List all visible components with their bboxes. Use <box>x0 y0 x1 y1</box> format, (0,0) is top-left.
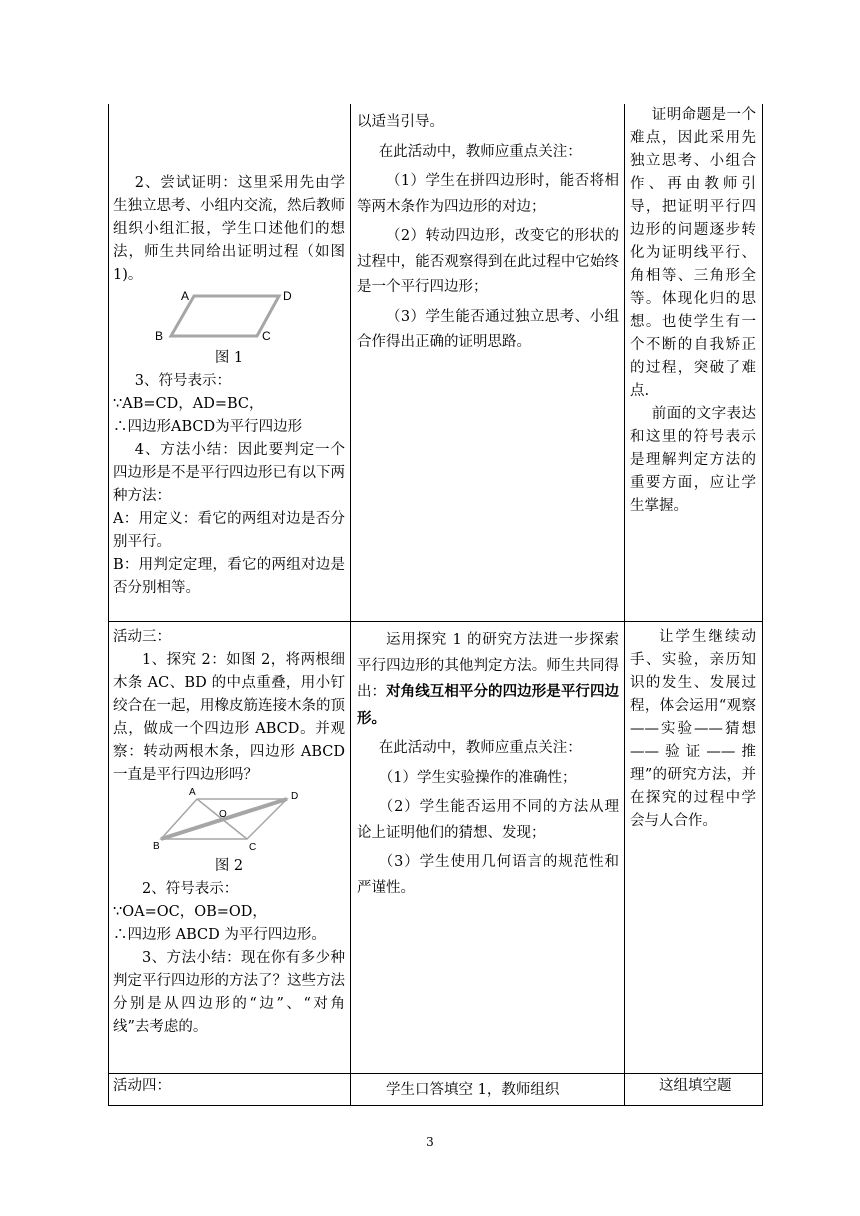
figure-2-label-c: C <box>249 842 257 853</box>
row2-col1 <box>113 626 345 1039</box>
row1-col1-p4: ∴四边形ABCD为平行四边形 <box>113 419 303 435</box>
row2-col2-theorem: 对角线互相平分的四边形是平行四边形。 <box>357 683 620 727</box>
row1-col3-p1: 证明命题是一个难点，因此采用先独立思考、小组合作、再由教师引导，把证明平行四边形的问题逐步转化为证明线平行、角相等、三角形全等。体现化归的思想。也使学生有一个不断的自我矫正的过程，突破了难点. <box>630 107 756 399</box>
row1-col1-p7: B：用判定定理，看它的两组对边是否分别相等。 <box>113 557 345 596</box>
figure-2-label-b: B <box>153 841 160 852</box>
table-border-left <box>108 104 109 1106</box>
row1-col1-p6: A：用定义：看它的两组对边是否分别平行。 <box>113 511 345 550</box>
row2-col2 <box>357 628 619 901</box>
row2-col2-p3: （1）学生实验操作的准确性； <box>378 769 577 786</box>
row3-col1-text: 活动四： <box>113 1078 171 1094</box>
row1-col2-p4: （2）转动四边形，改变它的形状的过程中，能否观察得到在此过程中它始终是一个平行四边形； <box>357 228 619 295</box>
page-number: 3 <box>426 1135 434 1149</box>
row1-col1 <box>113 172 345 600</box>
row2-col2-p5: （3）学生使用几何语言的规范性和严谨性。 <box>357 854 619 896</box>
row2-col3 <box>630 626 756 833</box>
table-border-bottom <box>108 1105 763 1106</box>
row3-col2-text: 学生口答填空 1，教师组织 <box>386 1082 560 1098</box>
table-border-right <box>762 104 763 1106</box>
row1-col2 <box>357 110 619 356</box>
figure-2-caption: 图 2 <box>214 858 244 874</box>
figure-1-label-b: B <box>155 329 164 343</box>
row2-col2-p1: 运用探究 1 的研究方法进一步探索平行四边形的其他判定方法。师生共同得出： <box>357 632 619 700</box>
row1-col2-p2: 在此活动中，教师应重点关注： <box>378 143 582 160</box>
row-divider-2 <box>108 1073 763 1074</box>
row3-col1 <box>113 1075 345 1098</box>
row1-col3 <box>630 104 756 518</box>
row2-col1-p5: ∴四边形 ABCD 为平行四边形。 <box>113 927 326 943</box>
row3-col2 <box>357 1078 619 1104</box>
row3-col3-text: 这组填空题 <box>659 1078 732 1094</box>
row2-col2-p4: （2）学生能否运用不同的方法从理论上证明他们的猜想、发现； <box>357 799 619 841</box>
row3-col3 <box>630 1075 756 1098</box>
row1-col1-p5: 4、方法小结：因此要判定一个四边形是不是平行四边形已有以下两种方法： <box>113 442 345 504</box>
figure-2-parallelogram <box>149 787 309 855</box>
figure-2-label-o: O <box>219 809 227 820</box>
row2-col3-p1: 让学生继续动手、实验，亲历知识的发生、发展过程，体会运用“观察——实验——猜想——验证——推理”的研究方法，并在探究的过程中学会与人合作。 <box>630 629 756 829</box>
row1-col1-p2: 3、符号表示： <box>134 373 231 389</box>
row1-col1-p3: ∵AB=CD，AD=BC， <box>113 396 264 412</box>
row2-col1-p2: 1、探究 2：如图 2，将两根细木条 AC、BD 的中点重叠，用小钉绞合在一起，用橡皮筋连接木条的顶点，做成一个四边形 ABCD。并观察：转动两根木条，四边形 ABCD 一直是平行四边形吗？ <box>113 652 345 783</box>
figure-2-label-a: A <box>189 787 196 798</box>
figure-1-parallelogram <box>149 287 309 347</box>
table-divider-1 <box>350 104 351 1106</box>
table-divider-2 <box>624 104 625 1106</box>
row2-col1-p1: 活动三： <box>113 629 171 645</box>
figure-2-label-d: D <box>291 791 299 802</box>
row1-col2-p5: （3）学生能否通过独立思考、小组合作得出正确的证明思路。 <box>357 308 619 350</box>
row2-col1-p4: ∵OA=OC，OB=OD， <box>113 904 267 920</box>
row-divider-1 <box>108 621 763 622</box>
figure-1-label-d: D <box>283 289 292 303</box>
row2-col1-p6: 3、方法小结：现在你有多少种判定平行四边形的方法了？这些方法分别是从四边形的“边”、“对角线”去考虑的。 <box>113 950 345 1035</box>
row2-col1-p3: 2、符号表示： <box>142 881 239 897</box>
row1-col2-p1: 以适当引导。 <box>357 114 444 130</box>
figure-1-caption: 图 1 <box>214 350 244 366</box>
figure-1-label-c: C <box>262 329 271 343</box>
row1-col3-p2: 前面的文字表达和这里的符号表示是理解判定方法的重要方面，应让学生掌握。 <box>630 406 756 514</box>
row1-col2-p3: （1）学生在拼四边形时，能否将相等两木条作为四边形的对边； <box>357 173 619 215</box>
figure-1-label-a: A <box>181 289 190 303</box>
row1-col1-p1: 2、尝试证明：这里采用先由学生独立思考、小组内交流，然后教师组织小组汇报，学生口述他们的想法，师生共同给出证明过程（如图 1)。 <box>113 175 345 283</box>
row2-col2-p2: 在此活动中，教师应重点关注： <box>378 740 582 756</box>
